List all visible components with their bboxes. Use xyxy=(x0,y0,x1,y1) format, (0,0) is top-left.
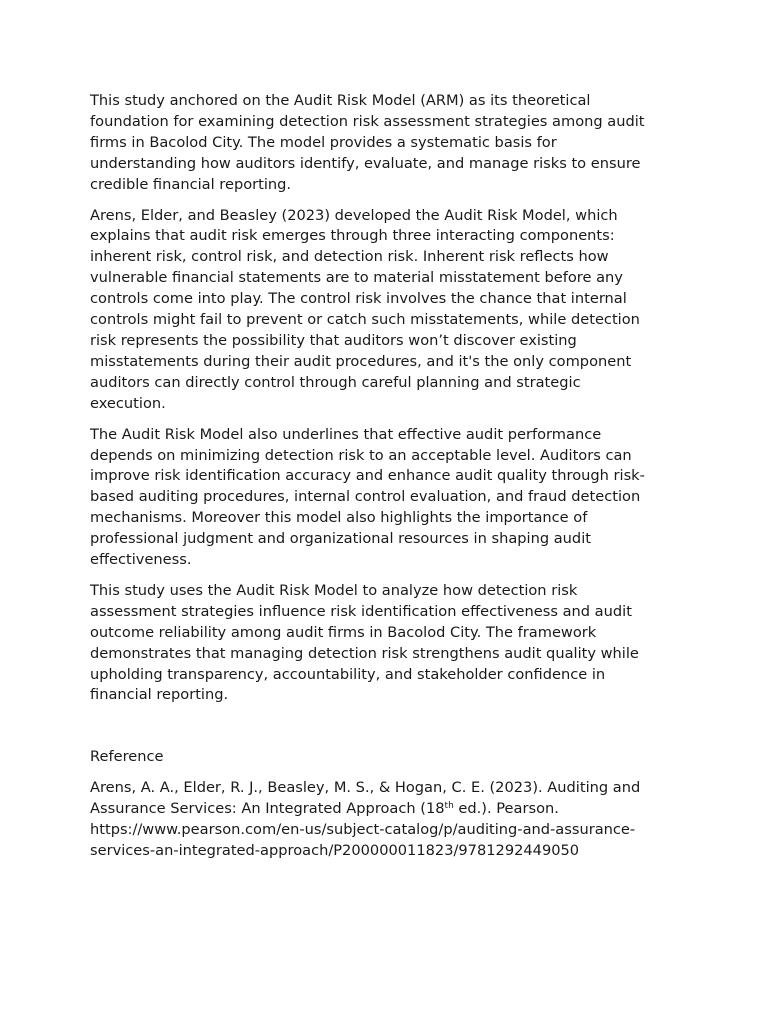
text-line: This study uses the Audit Risk Model to analyze how detection risk xyxy=(90,581,578,599)
text-line: This study anchored on the Audit Risk Model (ARM) as its theoretical xyxy=(90,92,591,109)
text-line: depends on minimizing detection risk to an acceptable level. Auditors can xyxy=(90,446,632,464)
reference-text: ed.). Pearson. xyxy=(453,800,559,818)
text-line: The Audit Risk Model also underlines that effective audit performance xyxy=(90,425,602,443)
text-line: auditors can directly control through careful planning and strategic xyxy=(90,373,581,391)
text-line: demonstrates that managing detection risk strengthens audit quality while xyxy=(90,644,639,662)
reference-heading: Reference xyxy=(90,748,164,766)
paragraph-3 xyxy=(90,425,674,571)
text-line: improve risk identification accuracy and enhance audit quality through risk- xyxy=(90,467,645,485)
text-line: controls might fail to prevent or catch such misstatements, while detection xyxy=(90,311,640,329)
text-line: outcome reliability among audit firms in Bacolod City. The framework xyxy=(90,623,597,641)
text-line: upholding transparency, accountability, and stakeholder confidence in xyxy=(90,665,606,683)
text-line: effectiveness. xyxy=(90,551,192,569)
text-line: inherent risk, control risk, and detection risk. Inherent risk reflects how xyxy=(90,248,609,266)
document-page xyxy=(90,91,674,872)
text-line: financial reporting. xyxy=(90,686,229,704)
paragraph-2 xyxy=(90,206,674,415)
text-line: understanding how auditors identify, evaluate, and manage risks to ensure xyxy=(90,154,641,172)
text-line: credible financial reporting. xyxy=(90,175,292,193)
text-line: explains that audit risk emerges through three interacting components: xyxy=(90,227,615,245)
text-line: misstatements during their audit procedures, and it's the only component xyxy=(90,352,632,370)
paragraph-4 xyxy=(90,581,674,706)
text-line: execution. xyxy=(90,394,166,412)
text-line: firms in Bacolod City. The model provides a systematic basis for xyxy=(90,133,557,151)
text-line: foundation for examining detection risk assessment strategies among audit xyxy=(90,112,645,130)
reference-url-line: https://www.pearson.com/en-us/subject-catalog/p/auditing-and-assurance- xyxy=(90,821,636,839)
reference-entry xyxy=(90,778,674,862)
text-line: risk represents the possibility that auditors won’t discover existing xyxy=(90,331,577,349)
text-line: controls come into play. The control risk involves the chance that internal xyxy=(90,290,627,308)
text-line: Arens, Elder, and Beasley (2023) developed the Audit Risk Model, which xyxy=(90,206,618,224)
reference-line: Arens, A. A., Elder, R. J., Beasley, M. S., & Hogan, C. E. (2023). Auditing and xyxy=(90,779,641,797)
paragraph-1 xyxy=(90,91,674,196)
reference-text: Assurance Services: An Integrated Approach (18 xyxy=(90,800,445,818)
text-line: vulnerable financial statements are to material misstatement before any xyxy=(90,269,623,287)
reference-line xyxy=(90,799,674,820)
text-line: mechanisms. Moreover this model also highlights the importance of xyxy=(90,509,588,527)
text-line: professional judgment and organizational resources in shaping audit xyxy=(90,530,591,548)
edition-superscript: th xyxy=(444,801,454,812)
reference-url-line: services-an-integrated-approach/P200000011823/9781292449050 xyxy=(90,842,580,859)
text-line: based auditing procedures, internal control evaluation, and fraud detection xyxy=(90,488,641,506)
text-line: assessment strategies influence risk identification effectiveness and audit xyxy=(90,602,632,620)
